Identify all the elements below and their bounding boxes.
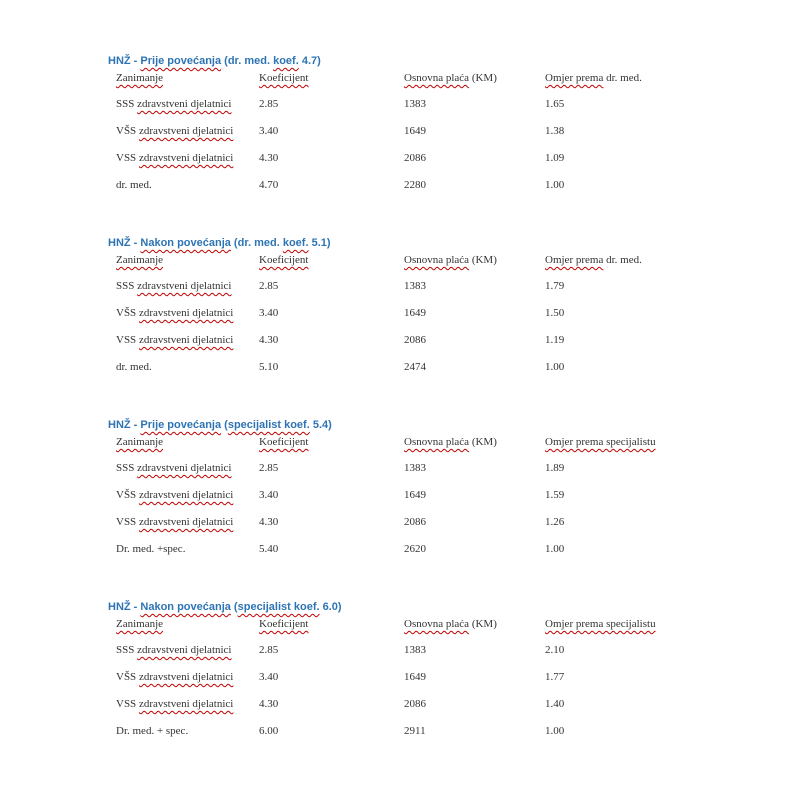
- table-header-row: [116, 72, 708, 85]
- section-title-segment: (: [221, 419, 228, 431]
- table-row: [116, 98, 708, 111]
- column-header-segment: Osnovna plaća: [404, 618, 470, 630]
- column-header-segment: Zanimanje: [116, 72, 164, 84]
- column-header-zanimanje: [116, 436, 259, 449]
- column-header-segment: dr. med.: [603, 72, 642, 84]
- cell-zanimanje-segment: VŠS: [116, 307, 139, 319]
- cell-osnovna-placa: 2911: [404, 725, 426, 737]
- table-row: [116, 725, 708, 738]
- cell-omjer: 1.50: [545, 307, 565, 319]
- cell-koeficijent: 2.85: [259, 98, 279, 110]
- cell-koeficijent: 4.30: [259, 334, 279, 346]
- column-header-segment: Koeficijent: [259, 618, 309, 630]
- cell-zanimanje-segment: zdravstveni djelatnici: [138, 671, 234, 683]
- section-title-segment: HNŽ -: [108, 55, 141, 67]
- column-header-osnovna-placa: [404, 618, 545, 631]
- column-header-segment: Osnovna plaća: [404, 436, 470, 448]
- cell-zanimanje-segment: Dr. med. +spec.: [116, 543, 186, 555]
- cell-zanimanje-segment: zdravstveni djelatnici: [138, 334, 234, 346]
- column-header-segment: Koeficijent: [259, 254, 309, 266]
- cell-zanimanje: [116, 543, 259, 556]
- table-row: [116, 644, 708, 657]
- table-row: [116, 334, 708, 347]
- cell-koeficijent: 3.40: [259, 125, 279, 137]
- salary-table: [116, 436, 708, 556]
- cell-omjer: 1.89: [545, 462, 565, 474]
- section-title-segment: (: [230, 601, 238, 613]
- table-row: [116, 361, 708, 374]
- cell-osnovna-placa: 1383: [404, 280, 426, 292]
- cell-osnovna-placa: 2086: [404, 334, 426, 346]
- section-title-segment: 4.7): [298, 55, 321, 67]
- column-header-segment: Zanimanje: [116, 436, 164, 448]
- cell-osnovna-placa: 1383: [404, 98, 426, 110]
- section-title-segment: Nakon povećanja: [140, 237, 231, 249]
- section-title: [108, 418, 708, 432]
- section-title-segment: specijalist koef.: [237, 601, 320, 613]
- section-title-segment: (dr. med.: [230, 237, 283, 249]
- cell-koeficijent: 2.85: [259, 280, 279, 292]
- section-title: [108, 600, 708, 614]
- cell-osnovna-placa: 1649: [404, 489, 426, 501]
- cell-zanimanje: [116, 725, 259, 738]
- cell-zanimanje-segment: SSS: [116, 644, 138, 656]
- cell-zanimanje-segment: VŠS: [116, 489, 139, 501]
- cell-omjer: 1.00: [545, 725, 565, 737]
- cell-osnovna-placa: 2620: [404, 543, 426, 555]
- column-header-omjer: [545, 618, 708, 631]
- table-row: [116, 307, 708, 320]
- section-title-segment: HNŽ -: [108, 419, 141, 431]
- cell-zanimanje-segment: zdravstveni djelatnici: [138, 489, 234, 501]
- column-header-segment: Koeficijent: [259, 72, 309, 84]
- cell-zanimanje-segment: dr. med.: [116, 361, 152, 373]
- table-row: [116, 280, 708, 293]
- column-header-segment: (KM): [469, 254, 497, 266]
- cell-zanimanje: [116, 98, 259, 111]
- salary-table-section: [108, 600, 708, 738]
- table-row: [116, 543, 708, 556]
- cell-zanimanje: [116, 361, 259, 374]
- cell-zanimanje-segment: zdravstveni djelatnici: [137, 280, 232, 292]
- section-title-segment: Prije povećanja: [140, 55, 222, 67]
- table-row: [116, 516, 708, 529]
- cell-koeficijent: 2.85: [259, 644, 279, 656]
- cell-zanimanje: [116, 152, 259, 165]
- section-title-segment: koef.: [282, 237, 309, 249]
- column-header-segment: Omjer prema specijalistu: [545, 618, 656, 630]
- salary-table-section: [108, 236, 708, 374]
- cell-zanimanje-segment: VSS: [116, 334, 139, 346]
- cell-omjer: 1.19: [545, 334, 565, 346]
- cell-koeficijent: 3.40: [259, 489, 279, 501]
- table-header-row: [116, 618, 708, 631]
- section-title-segment: koef.: [273, 55, 299, 67]
- column-header-segment: Zanimanje: [116, 254, 164, 266]
- cell-koeficijent: 6.00: [259, 725, 279, 737]
- column-header-segment: (KM): [469, 72, 497, 84]
- cell-osnovna-placa: 1383: [404, 644, 426, 656]
- cell-omjer: 1.59: [545, 489, 565, 501]
- cell-koeficijent: 5.10: [259, 361, 279, 373]
- column-header-omjer: [545, 436, 708, 449]
- section-title-segment: Nakon povećanja: [140, 601, 231, 613]
- section-title-segment: 6.0): [319, 601, 342, 613]
- cell-zanimanje-segment: zdravstveni djelatnici: [137, 98, 232, 110]
- table-row: [116, 698, 708, 711]
- cell-koeficijent: 4.30: [259, 152, 279, 164]
- cell-osnovna-placa: 2280: [404, 179, 426, 191]
- cell-zanimanje-segment: zdravstveni djelatnici: [138, 152, 234, 164]
- column-header-osnovna-placa: [404, 254, 545, 267]
- column-header-koeficijent: [259, 72, 404, 85]
- cell-osnovna-placa: 2086: [404, 516, 426, 528]
- cell-zanimanje: [116, 698, 259, 711]
- cell-koeficijent: 3.40: [259, 307, 279, 319]
- cell-zanimanje: [116, 671, 259, 684]
- cell-zanimanje-segment: SSS: [116, 98, 138, 110]
- section-title-segment: 5.4): [309, 419, 332, 431]
- column-header-segment: Koeficijent: [259, 436, 309, 448]
- table-row: [116, 152, 708, 165]
- column-header-koeficijent: [259, 254, 404, 267]
- column-header-koeficijent: [259, 436, 404, 449]
- cell-zanimanje-segment: VŠS: [116, 671, 139, 683]
- cell-zanimanje-segment: zdravstveni djelatnici: [138, 125, 234, 137]
- cell-zanimanje: [116, 489, 259, 502]
- section-title-segment: (dr. med.: [221, 55, 274, 67]
- table-row: [116, 489, 708, 502]
- cell-zanimanje: [116, 307, 259, 320]
- column-header-segment: Osnovna plaća: [404, 72, 470, 84]
- column-header-omjer: [545, 72, 708, 85]
- section-title: [108, 54, 708, 68]
- cell-osnovna-placa: 1383: [404, 462, 426, 474]
- salary-table: [116, 618, 708, 738]
- cell-zanimanje-segment: VSS: [116, 152, 139, 164]
- column-header-omjer: [545, 254, 708, 267]
- column-header-zanimanje: [116, 618, 259, 631]
- table-row: [116, 671, 708, 684]
- cell-zanimanje-segment: Dr. med. + spec.: [116, 725, 189, 737]
- cell-omjer: 1.79: [545, 280, 565, 292]
- column-header-segment: Omjer prema: [545, 72, 604, 84]
- cell-zanimanje: [116, 644, 259, 657]
- section-title-segment: 5.1): [308, 237, 331, 249]
- column-header-segment: Omjer prema: [545, 254, 604, 266]
- column-header-segment: (KM): [469, 618, 497, 630]
- cell-zanimanje: [116, 179, 259, 192]
- cell-zanimanje: [116, 516, 259, 529]
- table-row: [116, 125, 708, 138]
- cell-osnovna-placa: 1649: [404, 125, 426, 137]
- cell-koeficijent: 2.85: [259, 462, 279, 474]
- cell-zanimanje-segment: VŠS: [116, 125, 139, 137]
- cell-zanimanje-segment: dr. med.: [116, 179, 152, 191]
- column-header-segment: Zanimanje: [116, 618, 164, 630]
- salary-table: [116, 72, 708, 192]
- column-header-zanimanje: [116, 72, 259, 85]
- document-content: [108, 54, 708, 782]
- cell-omjer: 1.00: [545, 179, 565, 191]
- cell-osnovna-placa: 1649: [404, 307, 426, 319]
- cell-zanimanje-segment: VSS: [116, 698, 139, 710]
- cell-zanimanje-segment: zdravstveni djelatnici: [137, 644, 232, 656]
- column-header-koeficijent: [259, 618, 404, 631]
- cell-omjer: 1.00: [545, 361, 565, 373]
- table-row: [116, 462, 708, 475]
- cell-zanimanje-segment: SSS: [116, 462, 138, 474]
- cell-zanimanje-segment: zdravstveni djelatnici: [138, 698, 234, 710]
- cell-koeficijent: 4.70: [259, 179, 279, 191]
- column-header-segment: dr. med.: [603, 254, 642, 266]
- section-title: [108, 236, 708, 250]
- salary-table-section: [108, 418, 708, 556]
- cell-zanimanje: [116, 280, 259, 293]
- cell-omjer: 1.38: [545, 125, 565, 137]
- cell-osnovna-placa: 2474: [404, 361, 426, 373]
- cell-koeficijent: 5.40: [259, 543, 279, 555]
- section-title-segment: Prije povećanja: [140, 419, 222, 431]
- cell-zanimanje: [116, 334, 259, 347]
- cell-zanimanje-segment: zdravstveni djelatnici: [138, 307, 234, 319]
- section-title-segment: HNŽ -: [108, 601, 141, 613]
- table-header-row: [116, 436, 708, 449]
- salary-table: [116, 254, 708, 374]
- cell-zanimanje-segment: zdravstveni djelatnici: [138, 516, 234, 528]
- section-title-segment: specijalist koef.: [227, 419, 310, 431]
- column-header-segment: Omjer prema specijalistu: [545, 436, 656, 448]
- column-header-zanimanje: [116, 254, 259, 267]
- column-header-segment: (KM): [469, 436, 497, 448]
- cell-zanimanje-segment: VSS: [116, 516, 139, 528]
- cell-zanimanje-segment: SSS: [116, 280, 138, 292]
- column-header-osnovna-placa: [404, 436, 545, 449]
- salary-table-section: [108, 54, 708, 192]
- cell-omjer: 1.40: [545, 698, 565, 710]
- column-header-osnovna-placa: [404, 72, 545, 85]
- section-title-segment: HNŽ -: [108, 237, 141, 249]
- cell-zanimanje: [116, 462, 259, 475]
- cell-koeficijent: 4.30: [259, 698, 279, 710]
- cell-osnovna-placa: 2086: [404, 152, 426, 164]
- cell-omjer: 2.10: [545, 644, 565, 656]
- cell-koeficijent: 4.30: [259, 516, 279, 528]
- column-header-segment: Osnovna plaća: [404, 254, 470, 266]
- cell-omjer: 1.09: [545, 152, 565, 164]
- cell-omjer: 1.77: [545, 671, 565, 683]
- cell-osnovna-placa: 2086: [404, 698, 426, 710]
- cell-zanimanje-segment: zdravstveni djelatnici: [137, 462, 232, 474]
- cell-koeficijent: 3.40: [259, 671, 279, 683]
- cell-zanimanje: [116, 125, 259, 138]
- cell-omjer: 1.65: [545, 98, 565, 110]
- cell-omjer: 1.26: [545, 516, 565, 528]
- table-header-row: [116, 254, 708, 267]
- cell-omjer: 1.00: [545, 543, 565, 555]
- cell-osnovna-placa: 1649: [404, 671, 426, 683]
- table-row: [116, 179, 708, 192]
